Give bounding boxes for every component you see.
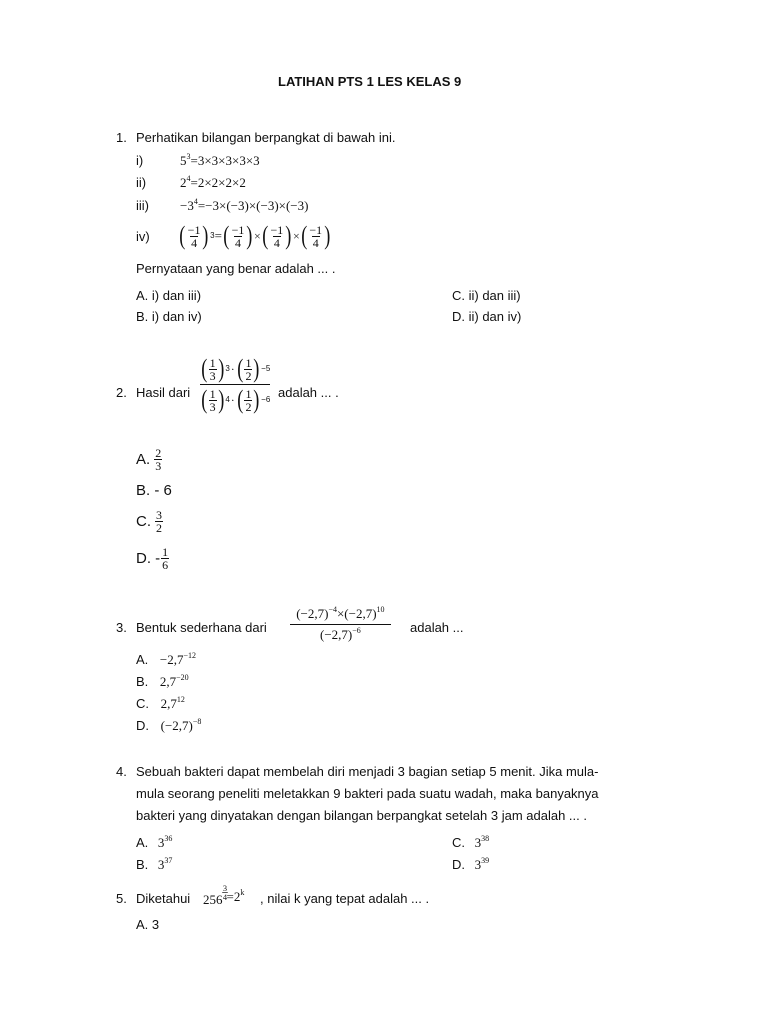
q4-option-c[interactable]: C. $3^{38}$ [452, 834, 490, 850]
q2-option-c-label: C. [136, 512, 151, 530]
q3-expression: $\frac{(-2,7)^{-4}\times(-2,7)^{10}}{(-2,7)^{-6}}$ [290, 606, 391, 643]
q2-option-c[interactable]: C. $\frac{3}{2}$ [136, 507, 162, 535]
q1-item-ii: ii) [136, 175, 147, 190]
q3-option-d-label: D. [136, 718, 149, 733]
q2-option-a[interactable]: A. $\frac{2}{3}$ [136, 445, 162, 473]
q2-option-d-label: D. - [136, 549, 161, 567]
q5-option-a[interactable]: A. 3 [136, 917, 160, 932]
q4-option-a[interactable]: A. $3^{36}$ [136, 834, 173, 850]
q2-expression: ( $\frac{1}{3}$ ) 3 · ( $\frac{1}{2}$ ) −5 ( $\frac{1}{3}$ ) 4 · ( $\frac{1}{2}$ ) −6 [201, 354, 271, 414]
q5-suffix: , nilai k yang tepat adalah ... . [260, 891, 430, 906]
q1-number: 1. [116, 130, 127, 145]
q3-option-b-label: B. [136, 674, 149, 689]
q4-option-b-label: B. [136, 857, 149, 872]
q2-option-b[interactable]: B. - 6 [136, 482, 172, 499]
q3-prefix: Bentuk sederhana dari [136, 620, 267, 635]
q3-option-c[interactable]: C. $2,7^{12}$ [136, 695, 185, 711]
q4-line-2: mula seorang peneliti meletakkan 9 bakteri pada suatu wadah, maka banyaknya [136, 786, 599, 801]
q4-number: 4. [116, 764, 127, 779]
q1-eq-i: $5^3=3\times 3\times 3\times 3\times 3$ [180, 152, 260, 168]
q4-option-c-label: C. [452, 835, 465, 850]
q1-text: Perhatikan bilangan berpangkat di bawah ini. [136, 130, 396, 145]
q3-option-a[interactable]: A. $-2,7^{-12}$ [136, 651, 197, 667]
q4-option-d-label: D. [452, 857, 465, 872]
q4-option-b[interactable]: B. $3^{37}$ [136, 856, 173, 872]
q5-prefix: Diketahui [136, 891, 191, 906]
q5-number: 5. [116, 891, 127, 906]
q1-option-d[interactable]: D. ii) dan iv) [452, 309, 522, 324]
q4-option-d-exponent: 39 [481, 856, 490, 865]
q1-option-b[interactable]: B. i) dan iv) [136, 309, 202, 324]
q2-option-a-label: A. [136, 450, 151, 468]
q2-suffix: adalah ... . [278, 385, 339, 400]
page-title: LATIHAN PTS 1 LES KELAS 9 [278, 74, 462, 89]
q1-eq-iv: ( $\frac{-1}{4}$ ) 3 = ( $\frac{-1}{4}$ ) × ( $\frac{-1}{4}$ ) × ( $\frac{-1}{4}$ ) [179, 221, 331, 250]
q1-option-a[interactable]: A. i) dan iii) [136, 288, 202, 303]
q3-option-a-label: A. [136, 652, 149, 667]
q1-item-iii: iii) [136, 198, 149, 213]
q1-eq-ii: $2^4=2\times 2\times 2\times 2$ [180, 174, 246, 190]
q2-number: 2. [116, 385, 127, 400]
q4-option-b-exponent: 37 [164, 856, 173, 865]
q1-item-i: i) [136, 153, 144, 168]
q3-number: 3. [116, 620, 127, 635]
q4-option-c-exponent: 38 [481, 834, 490, 843]
q5-expression: 256 $\frac{3}{4}$ $=2^k$ [203, 882, 245, 907]
q2-prefix: Hasil dari [136, 385, 191, 400]
q4-option-a-label: A. [136, 835, 149, 850]
q3-suffix: adalah ... [410, 620, 464, 635]
q1-statement: Pernyataan yang benar adalah ... . [136, 261, 336, 276]
q1-option-c[interactable]: C. ii) dan iii) [452, 288, 521, 303]
q3-option-d[interactable]: D. $(-2,7)^{-8}$ [136, 717, 202, 733]
q4-option-a-exponent: 36 [164, 834, 173, 843]
q2-option-d[interactable]: D. - $\frac{1}{6}$ [136, 544, 169, 572]
q4-line-3: bakteri yang dinyatakan dengan bilangan berpangkat setelah 3 jam adalah ... . [136, 808, 587, 823]
q3-option-b[interactable]: B. $2,7^{-20}$ [136, 673, 189, 689]
q4-line-1: Sebuah bakteri dapat membelah diri menjadi 3 bagian setiap 5 menit. Jika mula- [136, 764, 599, 779]
q1-item-iv: iv) [136, 229, 150, 244]
q3-option-c-label: C. [136, 696, 149, 711]
q1-eq-iii: $-3^4=-3\times(-3)\times(-3)\times(-3)$ [180, 197, 309, 213]
q4-option-d[interactable]: D. $3^{39}$ [452, 856, 490, 872]
